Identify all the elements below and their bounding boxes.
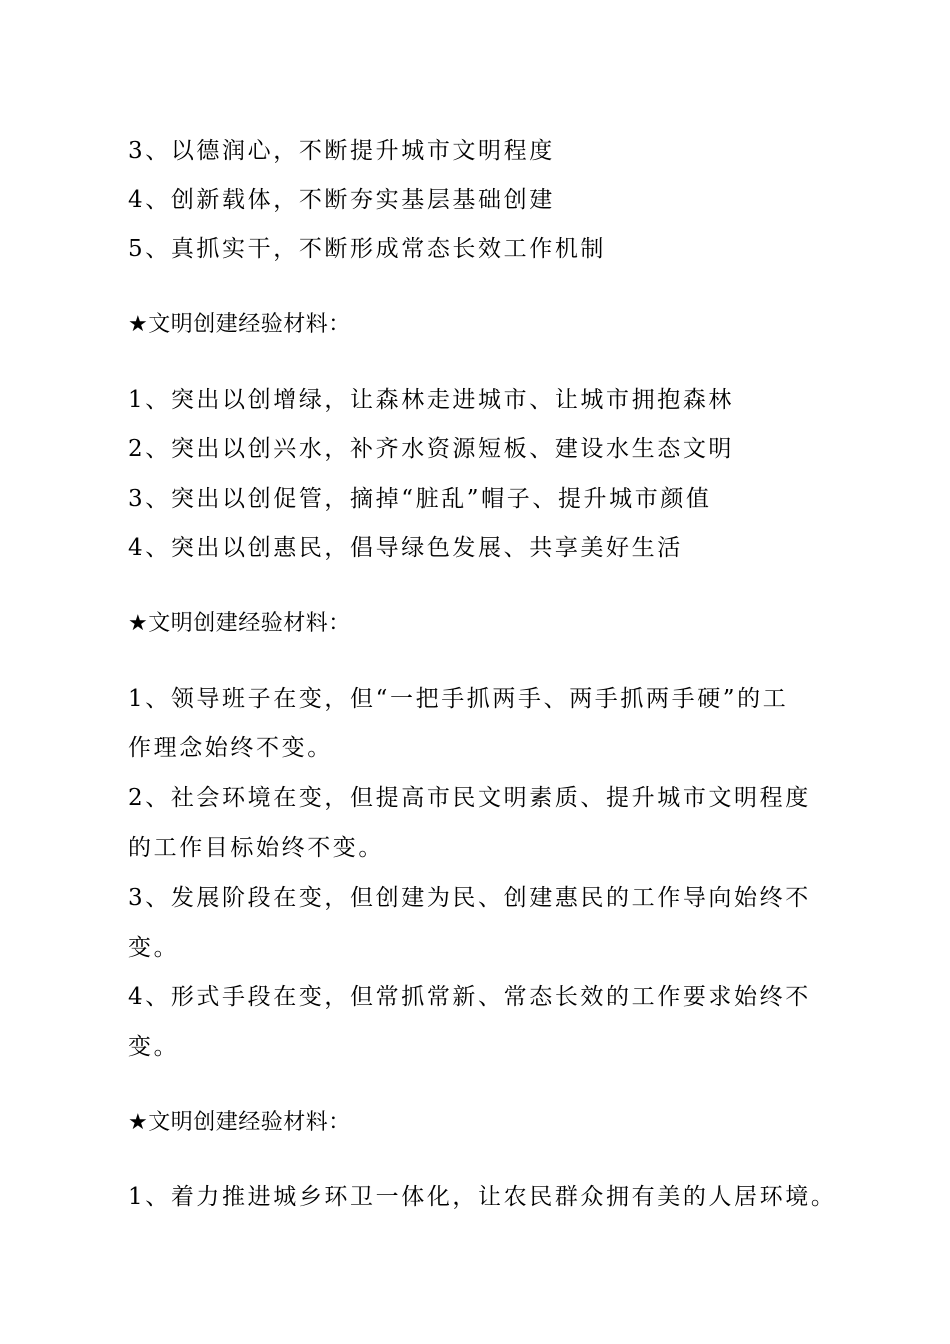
section2-item-3-line2: 变。 [128,935,180,961]
section2-item-1-line1: 1、领导班子在变，但“一把手抓两手、两手抓两手硬”的工 [128,686,789,712]
section1-heading: ★文明创建经验材料： [128,312,351,337]
section0-item-4: 4、创新载体，不断夯实基层基础创建 [128,187,555,213]
section0-item-5: 5、真抓实干，不断形成常态长效工作机制 [128,236,607,262]
section2-heading: ★文明创建经验材料： [128,611,351,636]
section2-item-2-line2: 的工作目标始终不变。 [128,835,384,861]
section3-heading: ★文明创建经验材料： [128,1110,351,1135]
section3-item-1: 1、着力推进城乡环卫一体化，让农民群众拥有美的人居环境。 [128,1184,837,1210]
section2-item-2-line1: 2、社会环境在变，但提高市民文明素质、提升城市文明程度 [128,785,811,811]
section1-item-4: 4、突出以创惠民，倡导绿色发展、共享美好生活 [128,535,683,561]
section0-item-3: 3、以德润心，不断提升城市文明程度 [128,138,555,164]
section1-item-3: 3、突出以创促管，摘掉“脏乱”帽子、提升城市颜值 [128,486,712,512]
section1-item-2: 2、突出以创兴水，补齐水资源短板、建设水生态文明 [128,436,735,462]
section2-item-3-line1: 3、发展阶段在变，但创建为民、创建惠民的工作导向始终不 [128,885,811,911]
section2-item-4-line2: 变。 [128,1034,180,1060]
section2-item-1-line2: 作理念始终不变。 [128,735,333,761]
section1-item-1: 1、突出以创增绿，让森林走进城市、让城市拥抱森林 [128,387,735,413]
section2-item-4-line1: 4、形式手段在变，但常抓常新、常态长效的工作要求始终不 [128,984,811,1010]
